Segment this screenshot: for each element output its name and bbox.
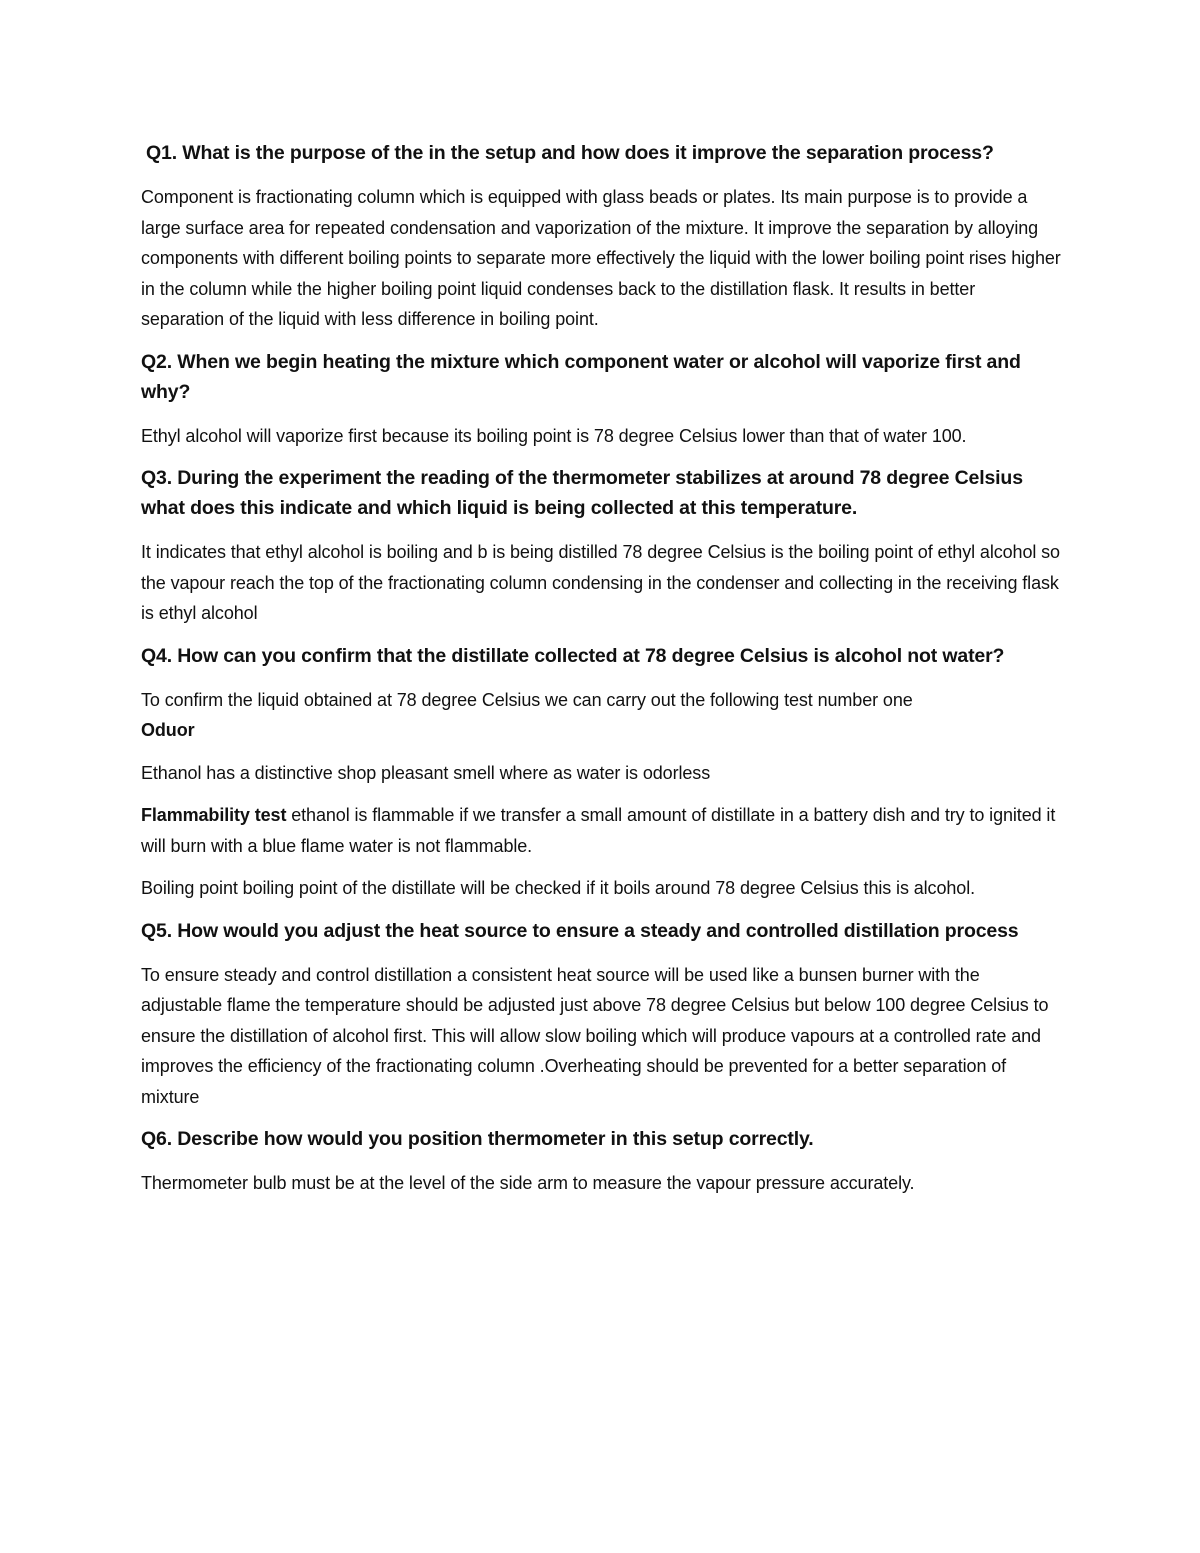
answer-4-intro-block bbox=[141, 685, 1061, 746]
question-2: Q2. When we begin heating the mixture which component water or alcohol will vaporize first and why? bbox=[141, 350, 1021, 403]
document-body bbox=[141, 138, 1061, 1211]
odour-label: Oduor bbox=[141, 720, 195, 740]
flammability-paragraph bbox=[141, 800, 1061, 861]
flammability-label: Flammability test bbox=[141, 805, 287, 825]
question-1: Q1. What is the purpose of the in the setup and how does it improve the separation process? bbox=[146, 142, 994, 164]
answer-6: Thermometer bulb must be at the level of the side arm to measure the vapour pressure accurately. bbox=[141, 1173, 915, 1193]
question-4: Q4. How can you confirm that the distillate collected at 78 degree Celsius is alcohol not water? bbox=[141, 644, 1005, 667]
answer-3: It indicates that ethyl alcohol is boiling and b is being distilled 78 degree Celsius is the boiling point of ethyl alcohol so the vapour reach the top of the fractionating column condensing in the condenser and collecting in the receiving flask is ethyl alcohol bbox=[141, 542, 1060, 623]
question-5: Q5. How would you adjust the heat source to ensure a steady and controlled distillation process bbox=[141, 919, 1019, 942]
flammability-text: ethanol is flammable if we transfer a small amount of distillate in a battery dish and try to ignited it will burn with a blue flame water is not flammable. bbox=[141, 805, 1056, 856]
answer-2: Ethyl alcohol will vaporize first because its boiling point is 78 degree Celsius lower than that of water 100. bbox=[141, 425, 967, 446]
boiling-point-text: Boiling point boiling point of the distillate will be checked if it boils around 78 degree Celsius this is alcohol. bbox=[141, 878, 975, 898]
question-6: Q6. Describe how would you position thermometer in this setup correctly. bbox=[141, 1128, 814, 1150]
question-3: Q3. During the experiment the reading of the thermometer stabilizes at around 78 degree Celsius what does this indicate and which liquid is being collected at this temperature. bbox=[141, 467, 1023, 519]
answer-5: To ensure steady and control distillation a consistent heat source will be used like a bunsen burner with the adjustable flame the temperature should be adjusted just above 78 degree Celsius but below 100 degree Celsius to ensure the distillation of alcohol first. This will allow slow boiling which will produce vapours at a controlled rate and improves the efficiency of the fractionating column .Overheating should be prevented for a better separation of mixture bbox=[141, 964, 1049, 1107]
odour-text: Ethanol has a distinctive shop pleasant smell where as water is odorless bbox=[141, 762, 711, 783]
answer-1: Component is fractionating column which is equipped with glass beads or plates. Its main purpose is to provide a large surface area for repeated condensation and vaporization of the mixture. It improve the separation by alloying components with different boiling points to separate more effectively the liquid with the lower boiling point rises higher in the column while the higher boiling point liquid condenses back to the distillation flask. It results in better separation of the liquid with less difference in boiling point. bbox=[141, 187, 1061, 329]
answer-4-intro: To confirm the liquid obtained at 78 degree Celsius we can carry out the following test number one bbox=[141, 689, 913, 710]
